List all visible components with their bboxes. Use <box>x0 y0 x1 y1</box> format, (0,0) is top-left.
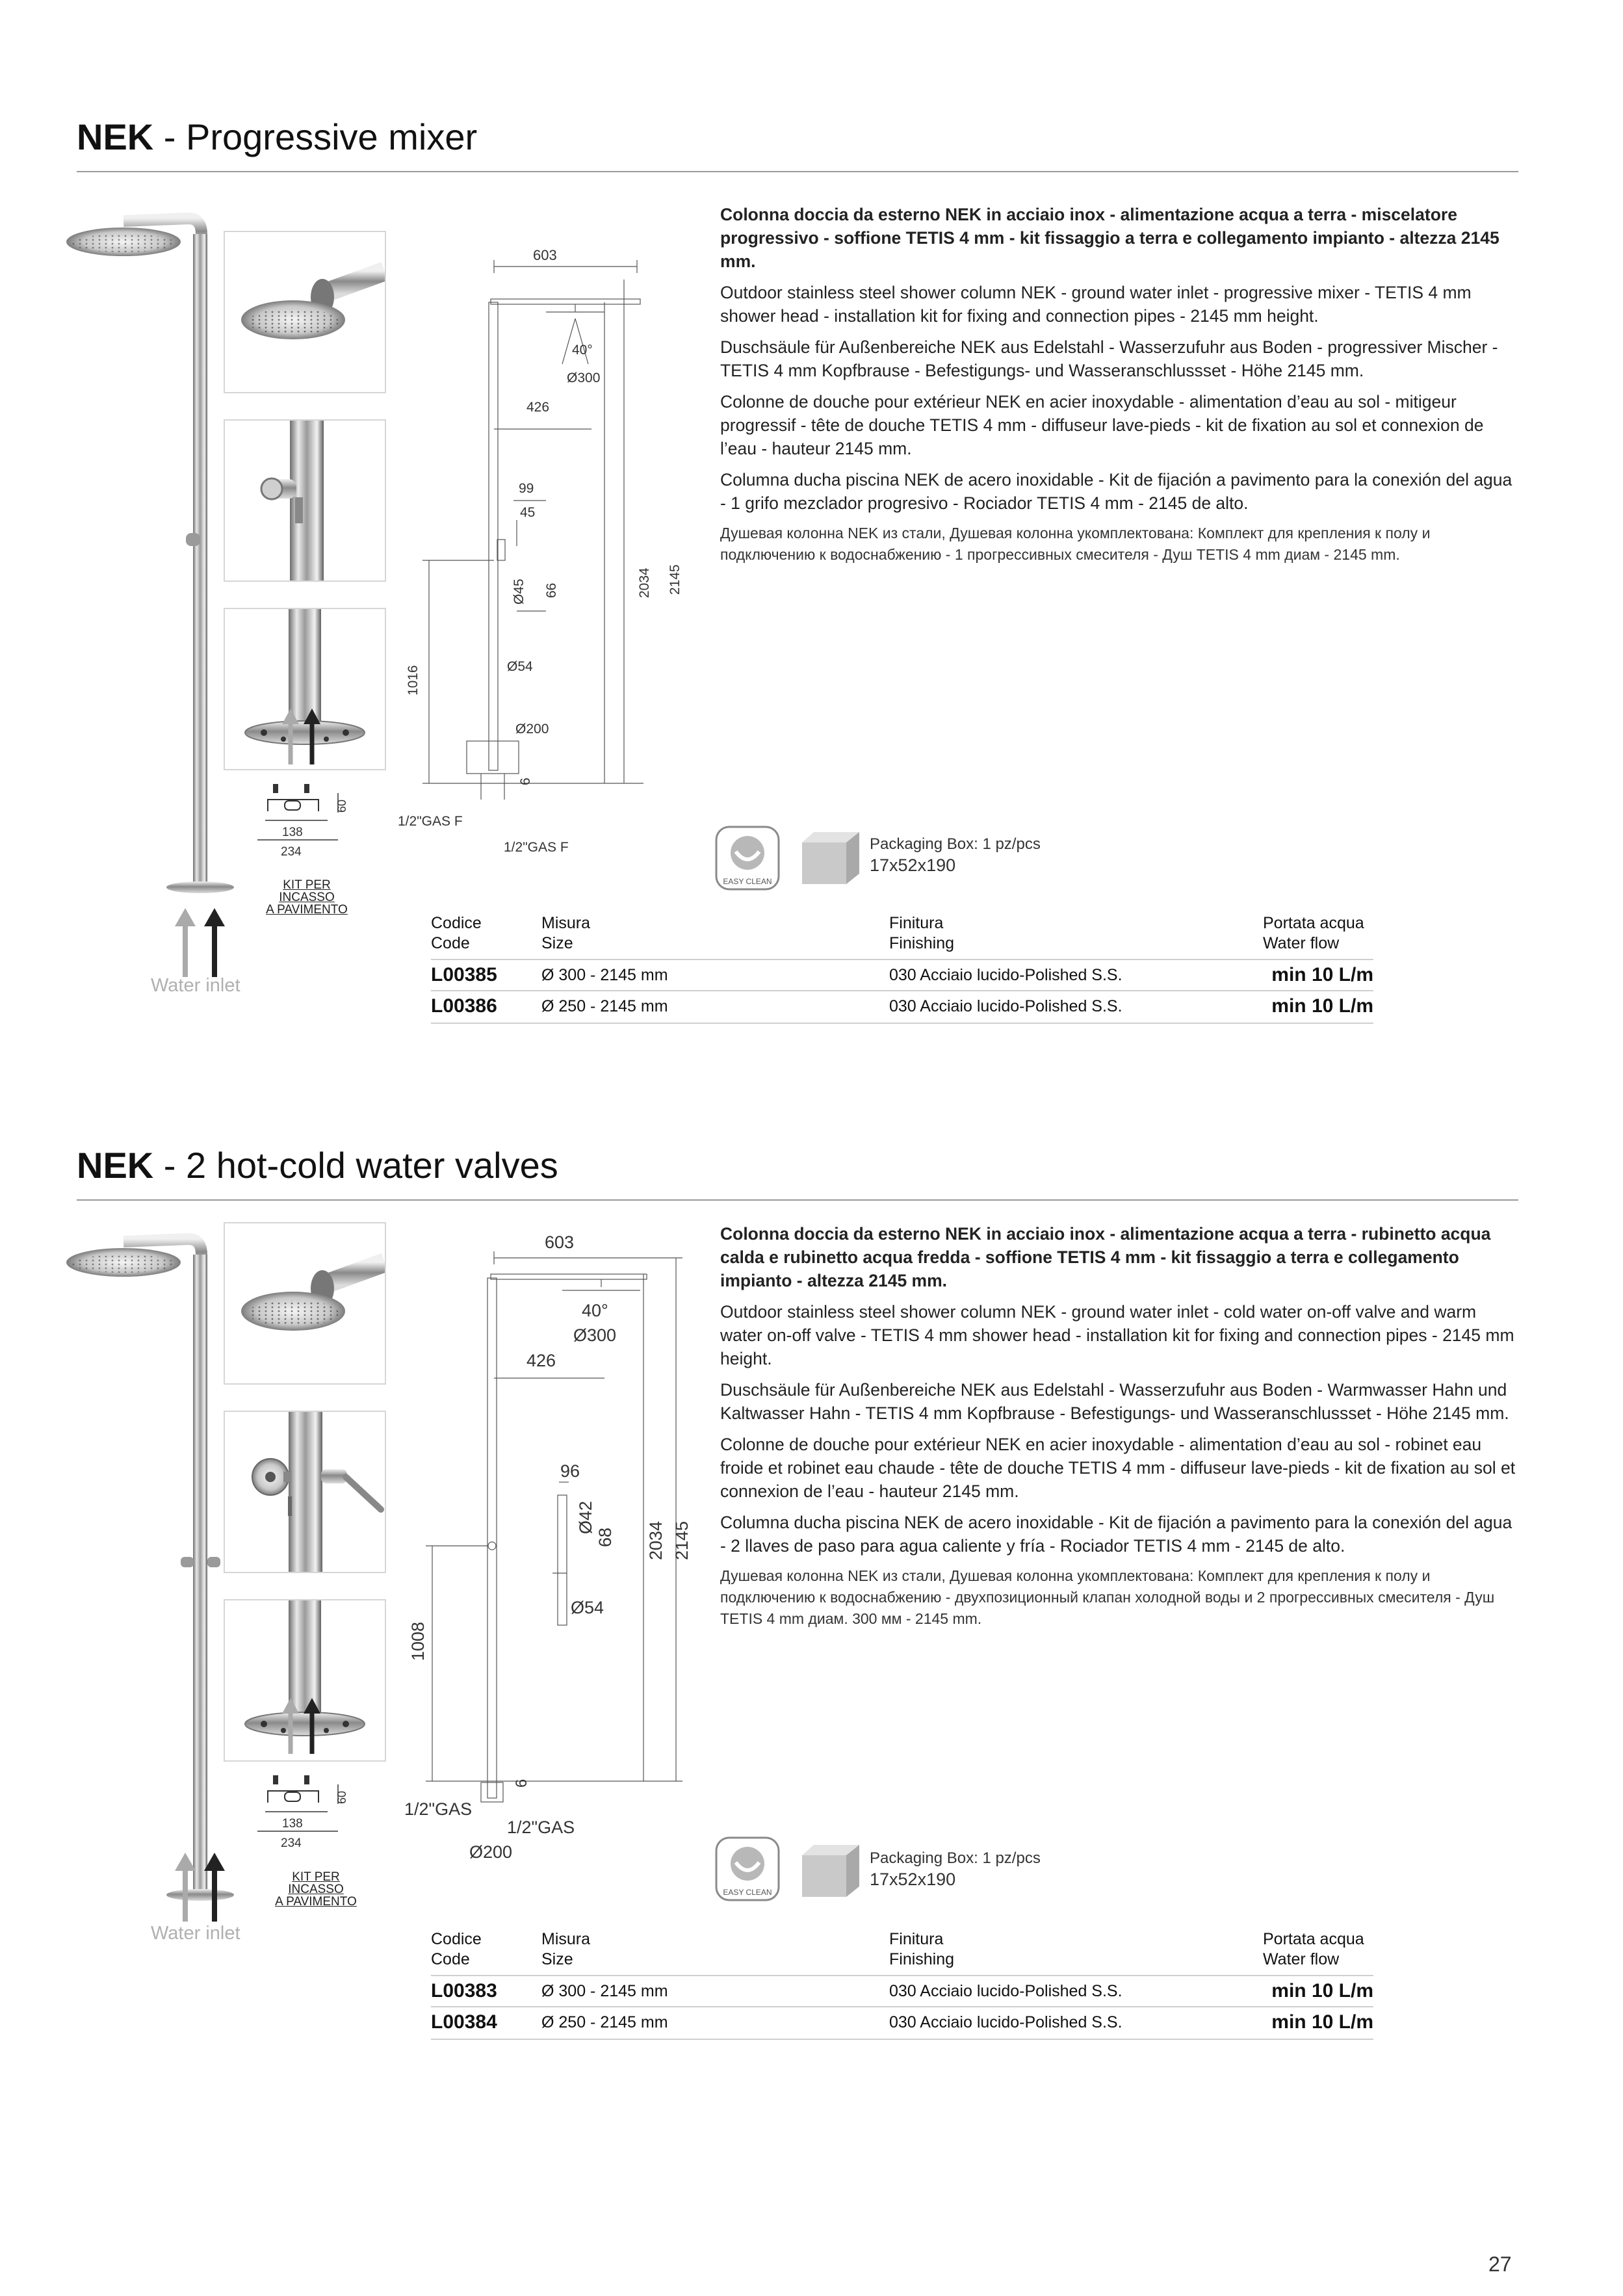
section-2-description <box>720 1222 1520 1637</box>
section-1-dim-2145: 2145 <box>668 564 682 595</box>
section-1-kit-label-2: A PAVIMENTO <box>266 903 348 917</box>
row-finish: 030 Acciaio lucido-Polished S.S. <box>889 1982 1123 2000</box>
row-code: L00385 <box>431 964 497 985</box>
table-row <box>431 1975 1373 2007</box>
section-1-packaging-size: 17x52x190 <box>870 855 956 875</box>
section-1-dim-angle: 40° <box>572 343 593 358</box>
section-1-dim-603: 603 <box>533 247 557 263</box>
section-2-water-inlet-arrows <box>172 1851 231 1923</box>
section-1-dim-54: Ø54 <box>507 659 533 674</box>
row-flow: min 10 L/m <box>1271 2011 1373 2033</box>
section-1-thumb-mixer <box>224 419 386 582</box>
section-2-gas-left: 1/2"GAS <box>404 1799 473 1819</box>
section-1-dim-99: 99 <box>519 481 534 496</box>
section-2-packaging-size: 17x52x190 <box>870 1870 956 1889</box>
section-2-thumb-shower-head <box>224 1222 386 1385</box>
section-1-desc-de: Duschsäule für Außenbereiche NEK aus Edelstahl - Wasserzufuhr aus Boden - progressiver Mischer - TETIS 4 mm Kopfbrause - Befestigungs- und Wasseranschlussset - Höhe 2145 mm. <box>720 337 1498 380</box>
section-1-dim-arm: 426 <box>526 400 550 415</box>
section-2-dim-96: 96 <box>560 1461 580 1481</box>
section-2-dim-head: Ø300 <box>573 1325 617 1345</box>
section-2-kit-d138: 138 <box>282 1817 303 1831</box>
section-1-kit-drawing <box>253 780 357 868</box>
section-2-kit-label-1: KIT PER INCASSO <box>288 1870 344 1896</box>
section-1-gas-left: 1/2"GAS F <box>398 814 463 829</box>
section-1-title-rest: - Progressive mixer <box>153 116 478 157</box>
section-2-kit-label <box>264 1871 368 1908</box>
section-1-dim-45: 45 <box>520 505 536 520</box>
row-flow: min 10 L/m <box>1271 964 1373 985</box>
section-1-description <box>720 203 1520 573</box>
section-1-dim-66: 66 <box>544 582 559 598</box>
section-2-dim-2145: 2145 <box>672 1520 692 1560</box>
section-2-package-box-icon <box>801 1845 861 1897</box>
section-1-technical-drawing <box>390 241 695 858</box>
table-row <box>431 990 1373 1024</box>
section-2-dim-arm: 426 <box>526 1351 556 1370</box>
section-1-title <box>77 116 477 158</box>
section-2-title-brand: NEK <box>77 1145 154 1186</box>
section-1-kit-label-1: KIT PER INCASSO <box>279 878 335 904</box>
section-2-kit-d234: 234 <box>281 1836 302 1850</box>
section-1-desc-ru: Душевая колонна NEK из стали, Душевая колонна укомплектована: Комплект для крепления к полу и подключению к водоснабжению - 1 прогрессивных смесителя - Душ TETIS 4 mm диам - 2145 mm. <box>720 525 1431 563</box>
table-header-code: Codice Code <box>431 914 482 952</box>
section-1-kit-label <box>255 879 359 916</box>
section-2-dim-603: 603 <box>545 1233 575 1252</box>
section-2-desc-de: Duschsäule für Außenbereiche NEK aus Edelstahl - Wasserzufuhr aus Boden - Warmwasser Hahn und Kaltwasser Hahn - TETIS 4 mm Kopfbrause - Befestigungs- und Wasseranschlussset - Höhe 2145 mm. <box>720 1380 1509 1423</box>
section-2-desc-it: Colonna doccia da esterno NEK in acciaio inox - alimentazione acqua a terra - rubinetto acqua calda e rubinetto acqua fredda - soffione TETIS 4 mm - kit fissaggio a terra e collegamento impianto - altezza 2145 mm. <box>720 1224 1491 1290</box>
row-finish: 030 Acciaio lucido-Polished S.S. <box>889 966 1123 984</box>
row-finish: 030 Acciaio lucido-Polished S.S. <box>889 997 1123 1015</box>
section-2-dim-54: Ø54 <box>571 1598 604 1617</box>
section-2-dim-pipe42: Ø42 <box>576 1500 595 1534</box>
section-2-technical-drawing <box>396 1222 702 1866</box>
section-2-dim-200: Ø200 <box>469 1842 513 1862</box>
table-row <box>431 959 1373 991</box>
section-2-divider <box>77 1199 1518 1201</box>
section-1-desc-es: Columna ducha piscina NEK de acero inoxidable - Kit de fijación a pavimento para la conexión del agua - 1 grifo mezclador progresivo - Rociador TETIS 4 mm - 2145 de alto. <box>720 470 1513 513</box>
section-1-packaging <box>870 834 1041 876</box>
row-code: L00386 <box>431 995 497 1017</box>
section-1-kit-d60: 60 <box>335 799 348 813</box>
section-1-package-box-icon <box>801 832 861 884</box>
section-2-dim-68: 68 <box>595 1527 615 1547</box>
row-size: Ø 250 - 2145 mm <box>541 997 668 1015</box>
table-header-finish: Finitura Finishing <box>889 1930 955 1968</box>
table-header-size: Misura Size <box>541 914 591 952</box>
table-header-flow: Portata acqua Water flow <box>1263 1930 1364 1968</box>
section-1-gas-bottom: 1/2"GAS F <box>504 840 569 855</box>
table-header-size: Misura Size <box>541 1930 591 1968</box>
section-1-product-image <box>58 195 240 897</box>
section-2-product-table <box>431 1929 1373 2040</box>
table-header-code: Codice Code <box>431 1930 482 1968</box>
section-2-packaging-label: Packaging Box: 1 pz/pcs <box>870 1849 1041 1867</box>
section-2-desc-es: Columna ducha piscina NEK de acero inoxidable - Kit de fijación a pavimento para la conexión del agua - 2 llaves de paso para agua caliente y fría - Rociador TETIS 4 mm - 2145 de alto. <box>720 1513 1513 1556</box>
section-2-title <box>77 1144 558 1186</box>
table-row <box>431 2006 1373 2040</box>
section-2-easy-clean-label: EASY CLEAN <box>723 1888 772 1897</box>
section-2-thumb-valves <box>224 1411 386 1573</box>
section-1-dim-1016: 1016 <box>406 665 421 696</box>
section-1-easy-clean-badge <box>715 826 780 891</box>
section-1-product-table <box>431 913 1373 1024</box>
section-1-water-inlet-arrows <box>172 907 231 978</box>
section-1-base-arrows <box>279 707 325 766</box>
section-2-desc-ru: Душевая колонна NEK из стали, Душевая колонна укомплектована: Комплект для крепления к полу и подключению к водоснабжению - двухпозиционный клапан холодной воды и 2 прогрессивных смесителя - Душ TETIS 4 mm диам. 300 мм - 2145 mm. <box>720 1567 1495 1627</box>
row-size: Ø 250 - 2145 mm <box>541 2013 668 2031</box>
section-1-title-brand: NEK <box>77 116 154 157</box>
section-1-desc-it: Colonna doccia da esterno NEK in acciaio inox - alimentazione acqua a terra - miscelatore progressivo - soffione TETIS 4 mm - kit fissaggio a terra e collegamento impianto - altezza 2145 mm. <box>720 205 1500 271</box>
section-1-easy-clean-label: EASY CLEAN <box>723 877 772 886</box>
section-2-water-inlet-label: Water inlet <box>151 1923 240 1944</box>
row-finish: 030 Acciaio lucido-Polished S.S. <box>889 2013 1123 2031</box>
section-1-dim-head: Ø300 <box>567 371 601 385</box>
section-1-dim-200: Ø200 <box>515 722 549 737</box>
section-1-desc-en: Outdoor stainless steel shower column NEK - ground water inlet - progressive mixer - TETIS 4 mm shower head - installation kit for fixing and connection pipes - 2145 mm height. <box>720 283 1472 326</box>
section-2-dim-6: 6 <box>513 1779 530 1788</box>
section-1-kit-d234: 234 <box>281 845 302 859</box>
row-flow: min 10 L/m <box>1271 995 1373 1017</box>
table-header-flow: Portata acqua Water flow <box>1263 914 1364 952</box>
row-code: L00384 <box>431 2011 497 2033</box>
section-1-desc-fr: Colonne de douche pour extérieur NEK en acier inoxydable - alimentation d’eau au sol - mitigeur progressif - tête de douche TETIS 4 mm - diffuseur lave-pieds - kit de fixation au sol et connexion de l’eau - hauteur 2145 mm. <box>720 392 1484 458</box>
section-1-kit-d138: 138 <box>282 826 303 839</box>
table-header-finish: Finitura Finishing <box>889 914 955 952</box>
section-2-dim-1008: 1008 <box>408 1621 428 1661</box>
section-1-dim-6: 6 <box>518 777 533 785</box>
section-2-product-image <box>58 1216 240 1905</box>
section-1-divider <box>77 171 1518 172</box>
section-2-title-rest: - 2 hot-cold water valves <box>153 1145 558 1186</box>
row-flow: min 10 L/m <box>1271 1980 1373 2002</box>
section-2-dim-2034: 2034 <box>646 1520 666 1560</box>
row-size: Ø 300 - 2145 mm <box>541 966 668 984</box>
section-2-kit-label-2: A PAVIMENTO <box>275 1895 357 1909</box>
section-1-thumb-shower-head <box>224 231 386 393</box>
section-2-kit-d60: 60 <box>335 1790 348 1804</box>
section-2-kit-drawing <box>253 1771 357 1859</box>
section-2-desc-en: Outdoor stainless steel shower column NEK - ground water inlet - cold water on-off valve and warm water on-off valve - TETIS 4 mm shower head - installation kit for fixing and connection pipes - 2145 mm height. <box>720 1302 1514 1368</box>
section-2-easy-clean-badge <box>715 1836 780 1901</box>
row-code: L00383 <box>431 1980 497 2002</box>
section-2-desc-fr: Colonne de douche pour extérieur NEK en acier inoxydable - alimentation d’eau au sol - robinet eau froide et robinet eau chaude - tête de douche TETIS 4 mm - diffuseur lave-pieds - kit de fixation au sol et connexion de l’eau - hauteur 2145 mm. <box>720 1435 1516 1501</box>
section-1-dim-2034: 2034 <box>637 567 652 598</box>
section-2-base-arrows <box>279 1697 325 1755</box>
section-1-water-inlet-label: Water inlet <box>151 975 240 996</box>
section-2-packaging <box>870 1848 1041 1890</box>
row-size: Ø 300 - 2145 mm <box>541 1982 668 2000</box>
page-number: 27 <box>1488 2252 1512 2276</box>
section-2-dim-angle: 40° <box>582 1301 608 1320</box>
section-1-dim-pipe45: Ø45 <box>512 579 526 605</box>
section-2-gas-right: 1/2"GAS <box>507 1818 575 1837</box>
section-1-packaging-label: Packaging Box: 1 pz/pcs <box>870 835 1041 853</box>
